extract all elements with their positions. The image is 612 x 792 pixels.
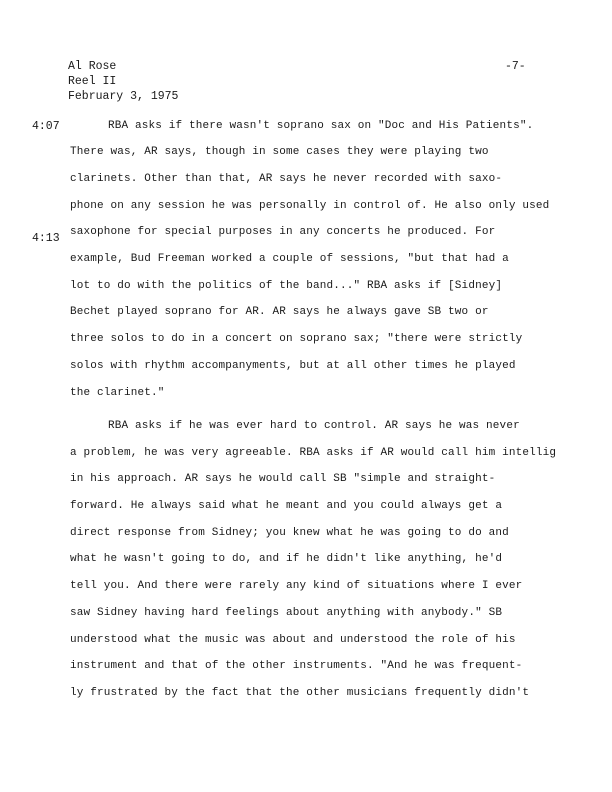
transcript-line: understood what the music was about and understood the role of his — [70, 634, 516, 646]
transcript-line: ly frustrated by the fact that the other musicians frequently didn't — [70, 687, 530, 699]
transcript-line: the clarinet." — [70, 387, 165, 399]
transcript-line: forward. He always said what he meant and you could always get a — [70, 500, 503, 512]
transcript-line: saw Sidney having hard feelings about anything with anybody." SB — [70, 607, 503, 619]
transcript-line: what he wasn't going to do, and if he didn't like anything, he'd — [70, 553, 503, 565]
transcript-line: instrument and that of the other instruments. "And he was frequent- — [70, 660, 523, 672]
header-name: Al Rose — [68, 60, 117, 73]
timestamp-1: 4:07 — [32, 120, 60, 133]
transcript-line: a problem, he was very agreeable. RBA asks if AR would call him intellig — [70, 447, 557, 459]
transcript-line: in his approach. AR says he would call SB "simple and straight- — [70, 473, 496, 485]
transcript-line: three solos to do in a concert on soprano sax; "there were strictly — [70, 333, 523, 345]
transcript-line: There was, AR says, though in some cases they were playing two — [70, 146, 489, 158]
transcript-line: RBA asks if there wasn't soprano sax on "Doc and His Patients". — [108, 120, 534, 132]
transcript-line: saxophone for special purposes in any concerts he produced. For — [70, 226, 496, 238]
transcript-line: example, Bud Freeman worked a couple of sessions, "but that had a — [70, 253, 509, 265]
timestamp-2: 4:13 — [32, 232, 60, 245]
transcript-line: tell you. And there were rarely any kind of situations where I ever — [70, 580, 523, 592]
transcript-line: clarinets. Other than that, AR says he never recorded with saxo- — [70, 173, 503, 185]
header-date: February 3, 1975 — [68, 90, 179, 103]
transcript-line: phone on any session he was personally in control of. He also only used — [70, 200, 550, 212]
transcript-line: RBA asks if he was ever hard to control. AR says he was never — [108, 420, 520, 432]
transcript-line: solos with rhythm accompanyments, but at all other times he played — [70, 360, 516, 372]
transcript-line: direct response from Sidney; you knew what he was going to do and — [70, 527, 509, 539]
page-number: -7- — [505, 60, 526, 73]
header-reel: Reel II — [68, 75, 117, 88]
transcript-line: Bechet played soprano for AR. AR says he always gave SB two or — [70, 306, 489, 318]
transcript-line: lot to do with the politics of the band..." RBA asks if [Sidney] — [70, 280, 503, 292]
